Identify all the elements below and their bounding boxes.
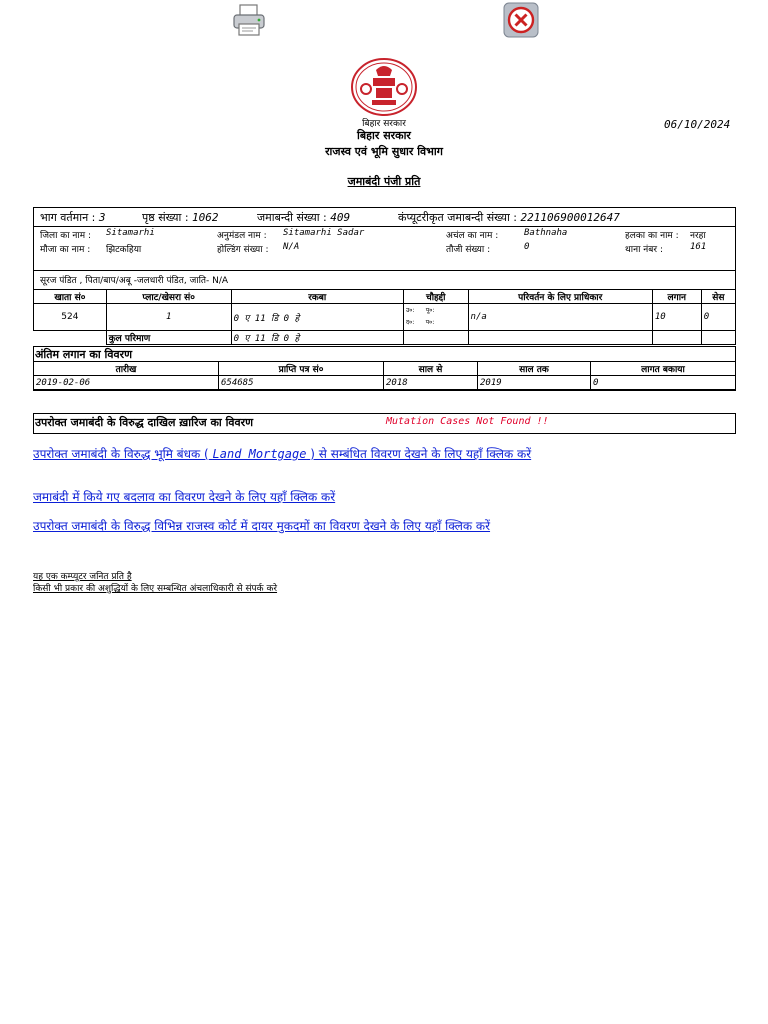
divider xyxy=(33,226,736,227)
lagan-receipt-cell: 654685 xyxy=(219,376,384,390)
lagan-year-from-cell: 2018 xyxy=(384,376,478,390)
divider xyxy=(33,270,736,271)
tauji-label: तौजी संख्या : xyxy=(446,245,491,255)
table-row xyxy=(34,376,736,390)
print-date: 06/10/2024 xyxy=(664,118,731,131)
mauja-label: मौजा का नाम : xyxy=(40,245,91,255)
header-receipt: प्राप्ति पत्र सं० xyxy=(219,362,384,376)
gov-name: बिहार सरकार xyxy=(357,129,411,142)
bhag-value: 3 xyxy=(98,211,106,224)
footer-line1: यह एक कम्प्यूटर जनित प्रति है xyxy=(33,572,132,582)
prishth-label: पृष्ठ संख्या : xyxy=(142,211,189,224)
doc-title: जमाबंदी पंजी प्रति xyxy=(347,175,421,188)
thana-label: थाना नंबर : xyxy=(625,245,663,255)
land-table xyxy=(33,289,736,345)
rakba-cell: 0 ए 11 डि 0 हे xyxy=(231,304,403,331)
printer-icon[interactable] xyxy=(231,2,267,38)
owner-line: सूरज पंडित , पिता/बाप/अबू -जलधारी पंडित, जाति- N/A xyxy=(40,276,229,286)
header-chauhaddi: चौहद्दी xyxy=(403,290,468,304)
chauhaddi-cell xyxy=(403,304,468,331)
changes-link[interactable]: जमाबंदी में किये गए बदलाव का विवरण देखने के लिए यहाँ क्लिक करें xyxy=(33,490,336,504)
header-lagan: लगान xyxy=(652,290,701,304)
close-circle-icon[interactable] xyxy=(503,2,539,38)
comp-value: 221106900012647 xyxy=(520,211,620,224)
header-due: लागत बकाया xyxy=(591,362,736,376)
mutation-status: Mutation Cases Not Found !! xyxy=(386,416,549,427)
mortgage-link-text-b: Land Mortgage xyxy=(212,447,307,461)
jamabandi-label: जमाबन्दी संख्या : xyxy=(257,211,327,224)
court-link[interactable]: उपरोक्त जमाबंदी के विरुद्ध विभिन्न राजस्व कोर्ट में दायर मुकदमों का विवरण देखने के लिए यहाँ क्लिक करें xyxy=(33,519,491,533)
zila-value: Sitamarhi xyxy=(106,228,155,238)
table-row xyxy=(34,304,736,331)
ses-cell: 0 xyxy=(701,304,735,331)
header-year-from: साल से xyxy=(384,362,478,376)
halka-value: नरहा xyxy=(690,231,706,241)
tauji-value: 0 xyxy=(524,242,530,252)
chauhaddi-east: पू०: xyxy=(425,307,435,314)
chauhaddi-west: प०: xyxy=(425,319,435,326)
comp-field xyxy=(398,210,620,225)
footer-line2: किसी भी प्रकार की अशुद्धियों के लिए सम्बन्धित अंचलाधिकारी से संपर्क करे xyxy=(33,584,278,594)
header-authority: परिवर्तन के लिए प्राधिकार xyxy=(468,290,652,304)
header-khata: खाता सं० xyxy=(34,290,107,304)
total-rakba: 0 ए 11 डि 0 हे xyxy=(231,331,403,345)
header-ses: सेस xyxy=(701,290,735,304)
lagan-cell: 10 xyxy=(652,304,701,331)
lagan-date-cell: 2019-02-06 xyxy=(34,376,219,390)
holding-value: N/A xyxy=(283,242,300,252)
header-plot: प्लाट/खेसरा सं० xyxy=(106,290,231,304)
last-lagan-title: अंतिम लगान का विवरण xyxy=(35,348,133,361)
header-date: तारीख xyxy=(34,362,219,376)
mauja-value: झिटकहिया xyxy=(106,245,142,255)
prishth-field xyxy=(142,210,219,225)
bhag-field xyxy=(40,210,106,225)
emblem-caption: बिहार सरकार xyxy=(362,119,406,129)
anchal-value: Bathnaha xyxy=(524,228,568,238)
last-lagan-table xyxy=(33,361,736,390)
anumandal-label: अनुमंडल नाम : xyxy=(217,231,267,241)
halka-label: हलका का नाम : xyxy=(625,231,679,241)
lagan-due-cell: 0 xyxy=(591,376,736,390)
bhag-label: भाग वर्तमान : xyxy=(40,211,96,224)
prishth-value: 1062 xyxy=(192,211,219,224)
chauhaddi-north: उ०: xyxy=(405,307,415,314)
header-rakba: रकबा xyxy=(231,290,403,304)
mutation-title: उपरोक्त जमाबंदी के विरुद्ध दाखिल ख़ारिज का विवरण xyxy=(35,416,254,429)
mortgage-link[interactable] xyxy=(33,445,531,462)
comp-label: कंप्यूटरीकृत जमाबन्दी संख्या : xyxy=(398,211,518,224)
zila-label: जिला का नाम : xyxy=(40,231,92,241)
anumandal-value: Sitamarhi Sadar xyxy=(283,228,365,238)
authority-cell: n/a xyxy=(468,304,652,331)
jamabandi-value: 409 xyxy=(330,211,351,224)
plot-cell: 1 xyxy=(106,304,231,331)
total-label: कुल परिमाण xyxy=(106,331,231,345)
khata-cell: 524 xyxy=(34,304,107,331)
bihar-emblem-icon xyxy=(351,58,417,116)
thana-value: 161 xyxy=(690,242,707,252)
mortgage-link-text-c: ) से सम्बंधित विवरण देखने के लिए यहाँ क्लिक करें xyxy=(310,447,532,461)
mortgage-link-text-a: उपरोक्त जमाबंदी के विरुद्ध भूमि बंधक ( xyxy=(33,447,209,461)
header-year-to: साल तक xyxy=(478,362,591,376)
total-row xyxy=(34,331,736,345)
holding-label: होल्डिंग संख्या : xyxy=(217,245,269,255)
dept-name: राजस्व एवं भूमि सुधार विभाग xyxy=(325,145,443,158)
chauhaddi-south: द०: xyxy=(405,319,415,326)
lagan-year-to-cell: 2019 xyxy=(478,376,591,390)
anchal-label: अचंल का नाम : xyxy=(446,231,499,241)
jamabandi-field xyxy=(257,210,350,225)
